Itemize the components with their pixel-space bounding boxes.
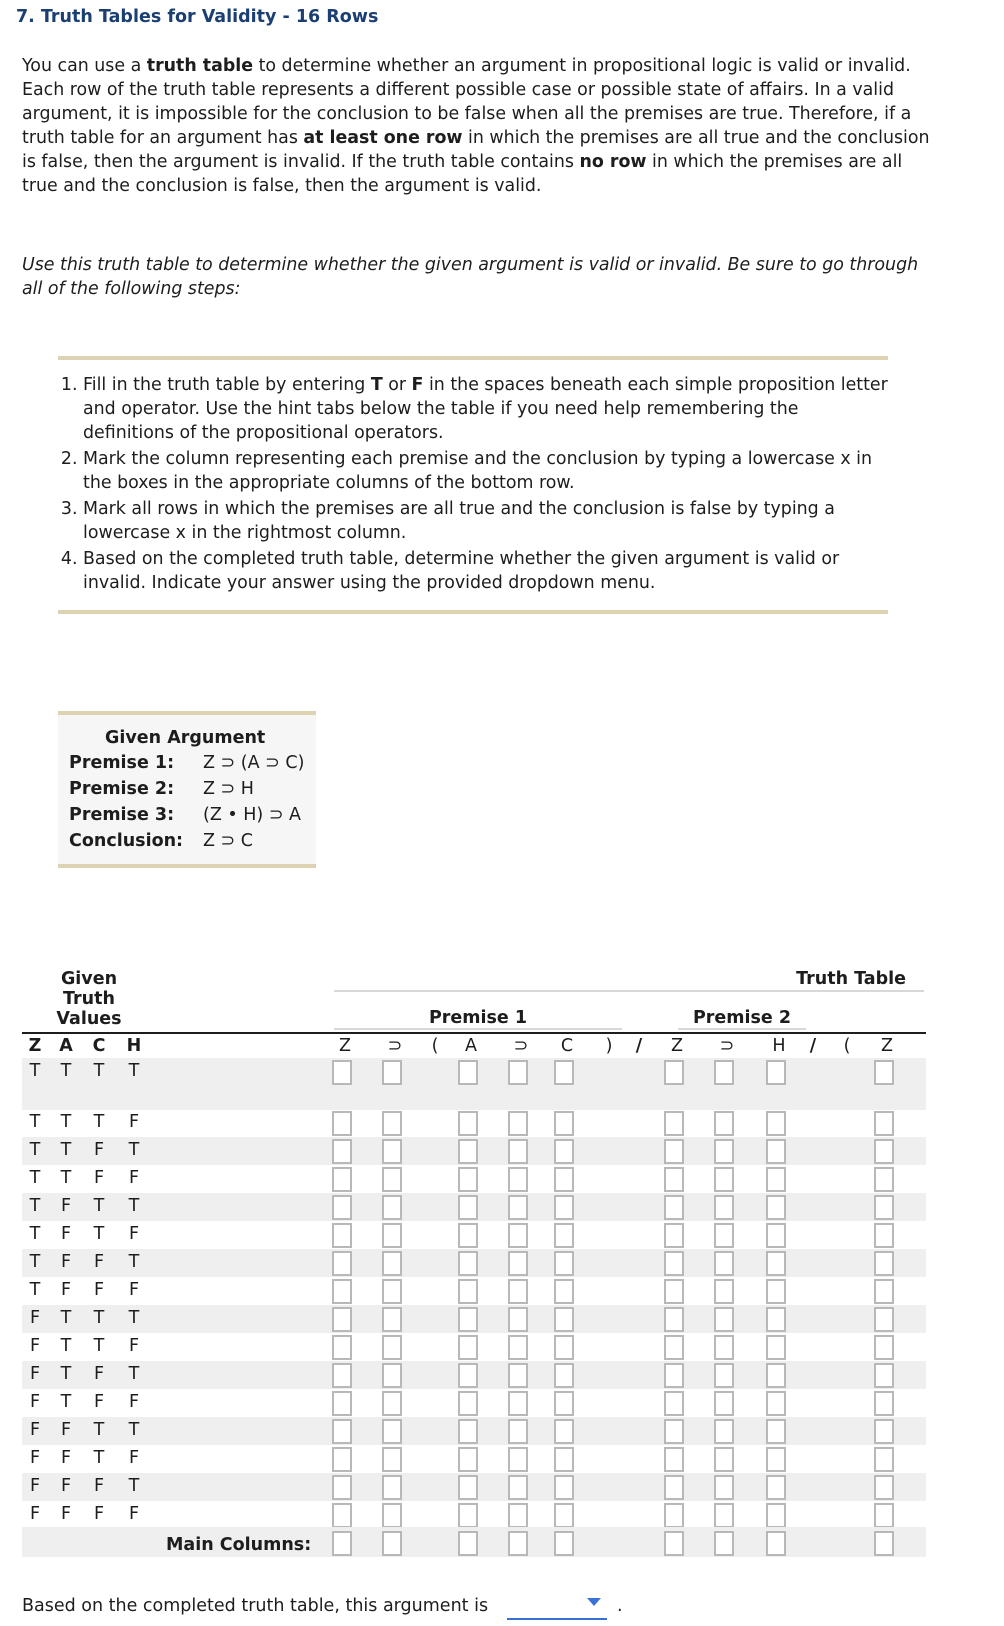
instructions: Use this truth table to determine whether the given argument is valid or invalid. Be sure to go through all of the following steps: [22,255,919,299]
truth-input-box[interactable] [664,1475,684,1500]
truth-input-box[interactable] [382,1167,402,1192]
truth-input-box[interactable] [382,1419,402,1444]
truth-input-box[interactable] [458,1251,478,1276]
truth-value: F [60,1448,72,1468]
truth-input-box[interactable] [874,1419,894,1444]
formula-symbol: A [465,1036,477,1056]
truth-input-box[interactable] [458,1223,478,1248]
truth-input-box[interactable] [714,1447,734,1472]
truth-input-box[interactable] [554,1223,574,1248]
truth-value: T [29,1061,41,1081]
formula-symbol: Z [881,1036,893,1056]
main-column-box[interactable] [714,1531,734,1556]
truth-input-box[interactable] [554,1279,574,1304]
truth-input-box[interactable] [382,1447,402,1472]
truth-value: F [60,1420,72,1440]
truth-input-box[interactable] [554,1060,574,1085]
truth-input-box[interactable] [458,1419,478,1444]
truth-input-box[interactable] [664,1307,684,1332]
truth-input-box[interactable] [458,1447,478,1472]
truth-input-box[interactable] [332,1251,352,1276]
truth-value: T [128,1364,140,1384]
premise-2: Premise 2: Z ⊃ H [69,779,254,799]
truth-input-box[interactable] [508,1223,528,1248]
truth-value: T [128,1252,140,1272]
truth-input-box[interactable] [554,1335,574,1360]
truth-input-box[interactable] [554,1195,574,1220]
truth-input-box[interactable] [766,1223,786,1248]
truth-input-box[interactable] [766,1279,786,1304]
truth-input-box[interactable] [508,1195,528,1220]
truth-input-box[interactable] [714,1475,734,1500]
truth-input-box[interactable] [554,1167,574,1192]
truth-input-box[interactable] [332,1391,352,1416]
truth-input-box[interactable] [714,1223,734,1248]
truth-value: T [128,1308,140,1328]
truth-input-box[interactable] [664,1251,684,1276]
truth-input-box[interactable] [714,1503,734,1528]
truth-input-box[interactable] [332,1279,352,1304]
truth-value: F [93,1476,105,1496]
intro-text-part: no row [579,152,647,172]
truth-value: T [60,1112,72,1132]
argument-title: Given Argument [105,728,266,748]
truth-input-box[interactable] [458,1139,478,1164]
truth-value: F [128,1112,140,1132]
truth-input-box[interactable] [554,1391,574,1416]
formula-symbol: C [560,1036,574,1056]
verdict-text: Based on the completed truth table, this argument is [22,1596,489,1616]
truth-value: F [128,1336,140,1356]
truth-value: F [29,1392,41,1412]
truth-input-box[interactable] [714,1060,734,1085]
truth-input-box[interactable] [766,1475,786,1500]
truth-input-box[interactable] [766,1391,786,1416]
truth-input-box[interactable] [508,1419,528,1444]
truth-input-box[interactable] [766,1060,786,1085]
truth-input-box[interactable] [874,1335,894,1360]
truth-value: F [29,1336,41,1356]
truth-value: F [93,1392,105,1412]
truth-value: T [29,1224,41,1244]
truth-input-box[interactable] [714,1307,734,1332]
truth-input-box[interactable] [766,1251,786,1276]
truth-value: F [60,1504,72,1524]
formula-symbol: ( [843,1036,851,1056]
truth-input-box[interactable] [508,1139,528,1164]
truth-input-box[interactable] [458,1307,478,1332]
given-letter-z: Z [28,1036,42,1056]
truth-input-box[interactable] [554,1503,574,1528]
truth-value: F [29,1364,41,1384]
truth-input-box[interactable] [766,1335,786,1360]
truth-input-box[interactable] [874,1475,894,1500]
truth-input-box[interactable] [332,1111,352,1136]
truth-value: T [60,1392,72,1412]
truth-input-box[interactable] [874,1111,894,1136]
header-rule [334,990,924,992]
truth-input-box[interactable] [714,1335,734,1360]
truth-value: T [29,1196,41,1216]
truth-input-box[interactable] [458,1195,478,1220]
formula-symbol: ) [605,1036,613,1056]
truth-input-box[interactable] [766,1363,786,1388]
truth-input-box[interactable] [554,1447,574,1472]
truth-value: F [29,1448,41,1468]
truth-input-box[interactable] [332,1307,352,1332]
truth-input-box[interactable] [554,1139,574,1164]
truth-input-box[interactable] [766,1447,786,1472]
truth-input-box[interactable] [508,1335,528,1360]
truth-value: T [29,1140,41,1160]
truth-value: T [93,1308,105,1328]
truth-input-box[interactable] [508,1447,528,1472]
truth-input-box[interactable] [508,1167,528,1192]
premise-1-header: Premise 1 [428,1008,528,1028]
main-column-box[interactable] [554,1531,574,1556]
truth-value: T [93,1448,105,1468]
formula-symbol: ⊃ [513,1036,529,1056]
truth-input-box[interactable] [332,1223,352,1248]
truth-input-box[interactable] [874,1195,894,1220]
main-column-box[interactable] [382,1531,402,1556]
truth-input-box[interactable] [664,1195,684,1220]
truth-input-box[interactable] [508,1391,528,1416]
formula-symbol: ( [431,1036,439,1056]
truth-value: T [128,1061,140,1081]
truth-input-box[interactable] [458,1475,478,1500]
validity-dropdown[interactable] [507,1594,607,1620]
formula-symbol: / [809,1036,817,1056]
truth-value: F [128,1504,140,1524]
truth-input-box[interactable] [458,1111,478,1136]
main-column-box[interactable] [332,1531,352,1556]
truth-input-box[interactable] [874,1223,894,1248]
truth-input-box[interactable] [664,1363,684,1388]
truth-value: F [128,1448,140,1468]
premise-3: Premise 3: (Z • H) ⊃ A [69,805,302,825]
truth-value: T [128,1476,140,1496]
truth-input-box[interactable] [332,1195,352,1220]
truth-value: F [60,1252,72,1272]
truth-input-box[interactable] [664,1391,684,1416]
truth-input-box[interactable] [714,1279,734,1304]
truth-input-box[interactable] [508,1503,528,1528]
truth-input-box[interactable] [458,1167,478,1192]
truth-value: T [29,1112,41,1132]
truth-input-box[interactable] [332,1475,352,1500]
truth-value: F [93,1168,105,1188]
truth-input-box[interactable] [664,1167,684,1192]
step-1: 1. Fill in the truth table by entering T or F in the spaces beneath each simple proposition letter and operator. Use the hint tabs below the table if you need help remembering the definitions of the propositional operators. [83,373,888,445]
truth-input-box[interactable] [664,1223,684,1248]
table-header-rule [22,1032,926,1034]
truth-input-box[interactable] [664,1503,684,1528]
page-title: 7. Truth Tables for Validity - 16 Rows [16,7,379,27]
truth-input-box[interactable] [874,1060,894,1085]
truth-input-box[interactable] [714,1139,734,1164]
truth-value: T [93,1420,105,1440]
truth-input-box[interactable] [382,1223,402,1248]
truth-input-box[interactable] [508,1060,528,1085]
truth-input-box[interactable] [332,1363,352,1388]
truth-input-box[interactable] [382,1475,402,1500]
truth-input-box[interactable] [332,1139,352,1164]
truth-input-box[interactable] [766,1419,786,1444]
step-2: 2. Mark the column representing each premise and the conclusion by typing a lowercase x in the boxes in the appropriate columns of the bottom row. [83,447,888,495]
formula-symbol: / [635,1036,643,1056]
truth-value: F [128,1224,140,1244]
truth-input-box[interactable] [766,1111,786,1136]
intro-paragraph [22,54,942,198]
truth-value: T [93,1061,105,1081]
chevron-down-icon [587,1598,601,1606]
truth-input-box[interactable] [714,1111,734,1136]
premise-2-rule [678,1028,806,1030]
given-argument-box [58,711,316,868]
truth-input-box[interactable] [332,1060,352,1085]
given-truth-values-header: Given Truth Values [56,969,122,1029]
formula-symbol: Z [671,1036,683,1056]
truth-input-box[interactable] [508,1363,528,1388]
truth-input-box[interactable] [382,1335,402,1360]
premise-2-header: Premise 2 [692,1008,792,1028]
truth-input-box[interactable] [874,1279,894,1304]
truth-value: F [29,1504,41,1524]
truth-value: T [60,1168,72,1188]
truth-input-box[interactable] [766,1503,786,1528]
truth-input-box[interactable] [766,1139,786,1164]
truth-input-box[interactable] [874,1139,894,1164]
truth-value: F [29,1420,41,1440]
formula-symbol: Z [339,1036,351,1056]
formula-symbol: ⊃ [387,1036,403,1056]
truth-input-box[interactable] [874,1503,894,1528]
truth-input-box[interactable] [874,1447,894,1472]
truth-value: T [60,1140,72,1160]
truth-input-box[interactable] [508,1475,528,1500]
main-column-box[interactable] [766,1531,786,1556]
truth-input-box[interactable] [664,1447,684,1472]
truth-value: T [93,1336,105,1356]
truth-value: T [93,1224,105,1244]
given-letter-h: H [126,1036,142,1056]
truth-input-box[interactable] [874,1307,894,1332]
steps-box [58,356,888,614]
truth-input-box[interactable] [874,1391,894,1416]
intro-text-part: to determine whether an argument in propositional logic is valid or invalid. Each row of the truth table represents a different possible case or possible state of affairs. In a valid argument, it is impossible for the conclusion to be false when all the premises are true. Therefore, if a truth table for an argument has [22,56,912,148]
given-letter-c: C [92,1036,106,1056]
truth-value: F [29,1308,41,1328]
truth-value: T [29,1252,41,1272]
verdict-period: . [617,1596,623,1616]
truth-value: T [128,1420,140,1440]
intro-text-part: in which the premises are all true and the conclusion is false, then the argument is invalid. If the truth table contains [22,128,930,172]
truth-input-box[interactable] [714,1251,734,1276]
truth-input-box[interactable] [554,1251,574,1276]
truth-value: T [128,1140,140,1160]
intro-text-part: You can use a [22,56,147,76]
conclusion: Conclusion: Z ⊃ C [69,831,253,851]
truth-input-box[interactable] [554,1363,574,1388]
truth-input-box[interactable] [332,1167,352,1192]
truth-input-box[interactable] [766,1195,786,1220]
truth-value: F [93,1280,105,1300]
truth-input-box[interactable] [874,1251,894,1276]
truth-input-box[interactable] [382,1363,402,1388]
truth-input-box[interactable] [332,1447,352,1472]
truth-value: T [60,1308,72,1328]
truth-value: T [93,1196,105,1216]
truth-value: T [60,1061,72,1081]
truth-input-box[interactable] [664,1139,684,1164]
truth-value: T [128,1196,140,1216]
truth-input-box[interactable] [766,1307,786,1332]
truth-input-box[interactable] [382,1503,402,1528]
truth-input-box[interactable] [382,1251,402,1276]
truth-value: F [93,1364,105,1384]
truth-table-header: Truth Table [796,969,906,989]
formula-symbol: ⊃ [719,1036,735,1056]
truth-input-box[interactable] [458,1391,478,1416]
truth-value: T [29,1168,41,1188]
intro-text-part: in which the premises are all true and the conclusion is false, then the argument is valid. [22,152,903,196]
truth-input-box[interactable] [714,1195,734,1220]
truth-input-box[interactable] [714,1363,734,1388]
truth-value: F [29,1476,41,1496]
truth-input-box[interactable] [458,1335,478,1360]
intro-text-part: at least one row [303,128,463,148]
truth-input-box[interactable] [508,1279,528,1304]
truth-value: F [60,1196,72,1216]
main-column-box[interactable] [874,1531,894,1556]
truth-value: F [60,1476,72,1496]
premise-1: Premise 1: Z ⊃ (A ⊃ C) [69,753,305,773]
truth-value: F [93,1140,105,1160]
intro-text-part: truth table [146,56,254,76]
truth-input-box[interactable] [382,1060,402,1085]
truth-input-box[interactable] [664,1335,684,1360]
truth-input-box[interactable] [874,1363,894,1388]
step-3: 3. Mark all rows in which the premises are all true and the conclusion is false by typing a lowercase x in the rightmost column. [83,497,888,545]
truth-input-box[interactable] [664,1419,684,1444]
truth-input-box[interactable] [332,1335,352,1360]
truth-value: F [93,1252,105,1272]
truth-input-box[interactable] [664,1279,684,1304]
truth-input-box[interactable] [714,1419,734,1444]
truth-value: T [60,1336,72,1356]
main-column-box[interactable] [458,1531,478,1556]
truth-input-box[interactable] [874,1167,894,1192]
truth-input-box[interactable] [508,1307,528,1332]
truth-input-box[interactable] [766,1167,786,1192]
truth-input-box[interactable] [554,1111,574,1136]
truth-input-box[interactable] [382,1279,402,1304]
main-column-box[interactable] [664,1531,684,1556]
truth-input-box[interactable] [458,1279,478,1304]
truth-input-box[interactable] [458,1503,478,1528]
premise-1-rule [334,1028,622,1030]
truth-input-box[interactable] [554,1475,574,1500]
truth-input-box[interactable] [664,1111,684,1136]
truth-input-box[interactable] [382,1195,402,1220]
truth-input-box[interactable] [332,1503,352,1528]
truth-input-box[interactable] [554,1307,574,1332]
truth-value: T [93,1112,105,1132]
truth-input-box[interactable] [664,1060,684,1085]
formula-symbol: H [772,1036,786,1056]
truth-input-box[interactable] [382,1307,402,1332]
truth-value: F [93,1504,105,1524]
truth-input-box[interactable] [508,1251,528,1276]
main-columns-label: Main Columns: [166,1535,312,1555]
truth-input-box[interactable] [714,1391,734,1416]
truth-input-box[interactable] [382,1139,402,1164]
truth-input-box[interactable] [382,1391,402,1416]
truth-value: F [128,1280,140,1300]
truth-input-box[interactable] [554,1419,574,1444]
truth-value: T [29,1280,41,1300]
truth-value: F [60,1224,72,1244]
step-4: 4. Based on the completed truth table, determine whether the given argument is valid or invalid. Indicate your answer using the provided dropdown menu. [83,547,888,595]
truth-input-box[interactable] [332,1419,352,1444]
truth-value: F [128,1168,140,1188]
truth-input-box[interactable] [458,1060,478,1085]
truth-value: T [60,1364,72,1384]
truth-input-box[interactable] [458,1363,478,1388]
truth-value: F [60,1280,72,1300]
main-column-box[interactable] [508,1531,528,1556]
truth-value: F [128,1392,140,1412]
truth-input-box[interactable] [382,1111,402,1136]
truth-input-box[interactable] [508,1111,528,1136]
truth-input-box[interactable] [714,1167,734,1192]
given-letter-a: A [59,1036,73,1056]
